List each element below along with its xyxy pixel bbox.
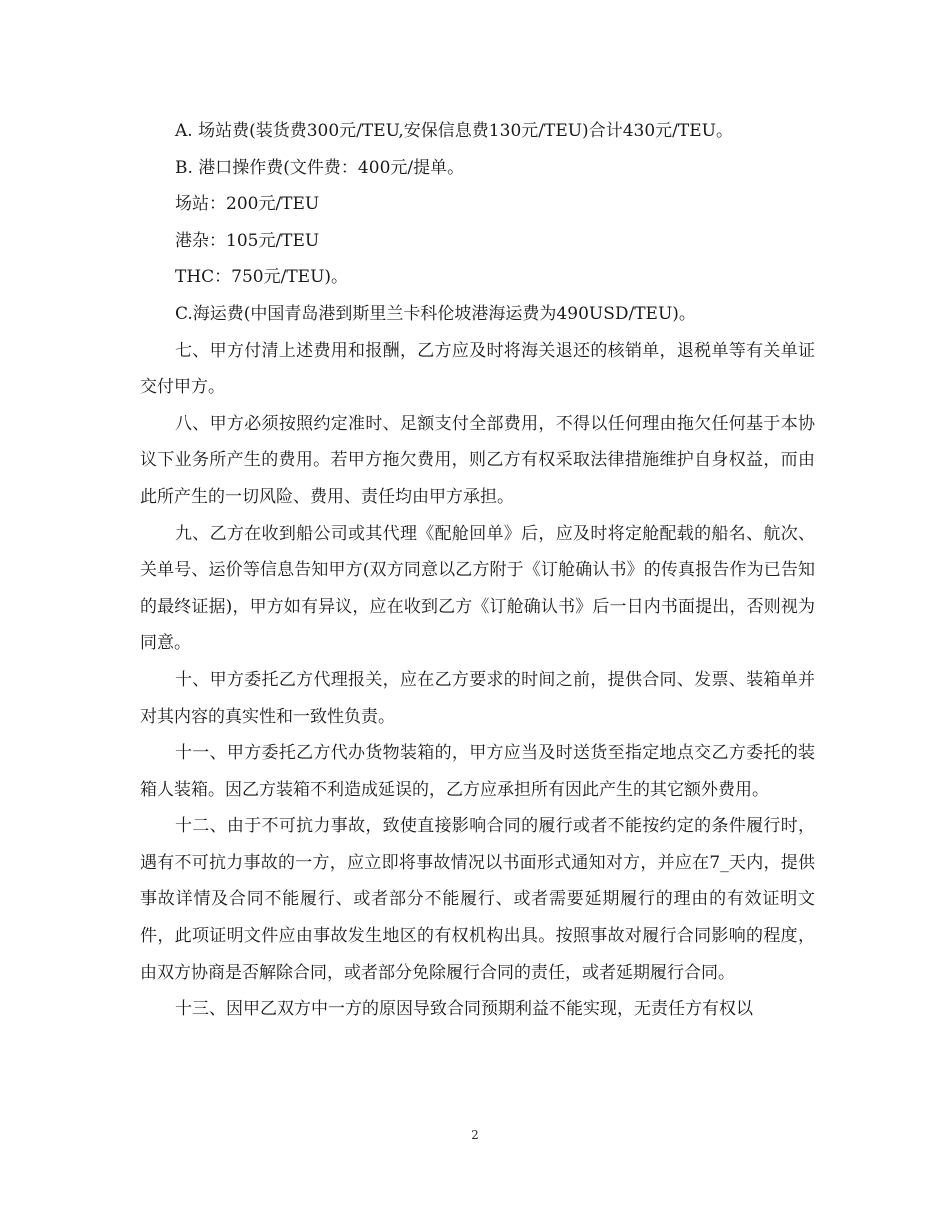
clause-11: 十一、甲方委托乙方代办货物装箱的，甲方应当及时送货至指定地点交乙方委托的装箱人装箱。因乙方装箱不利造成延误的，乙方应承担所有因此产生的其它额外费用。 [140,743,815,800]
fee-thc: THC：750元/TEU)。 [175,267,349,288]
clause-7: 七、甲方付清上述费用和报酬，乙方应及时将海关退还的核销单，退税单等有关单证交付甲方。 [140,340,815,398]
fee-port-misc: 港杂：105元/TEU [175,230,320,251]
clause-8: 八、甲方必须按照约定准时、足额支付全部费用，不得以任何理由拖欠任何基于本协议下业务所产生的费用。若甲方拖欠费用，则乙方有权采取法律措施维护自身权益，而由此所产生的一切风险、费用、责任均由甲方承担。 [140,413,815,507]
fee-item-b: B. 港口操作费(文件费：400元/提单。 [175,157,465,178]
clause-9: 九、乙方在收到船公司或其代理《配舱回单》后，应及时将定舱配载的船名、航次、关单号、运价等信息告知甲方(双方同意以乙方附于《订舱确认书》的传真报告作为已告知的最终证据)，甲方如有异议，应在收到乙方《订舱确认书》后一日内书面提出，否则视为同意。 [140,523,815,654]
fee-item-c: C.海运费(中国青岛港到斯里兰卡科伦坡港海运费为490USD/TEU)。 [175,303,696,324]
fee-station: 场站：200元/TEU [175,194,320,215]
document-body [140,113,815,1028]
clause-13: 十三、因甲乙双方中一方的原因导致合同预期利益不能实现，无责任方有权以 [175,999,753,1020]
page-number: 2 [471,1128,479,1142]
fee-item-a: A. 场站费(装货费300元/TEU,安保信息费130元/TEU)合计430元/TEU。 [175,121,733,141]
clause-10: 十、甲方委托乙方代理报关，应在乙方要求的时间之前，提供合同、发票、装箱单并对其内容的真实性和一致性负责。 [140,669,815,727]
clause-12: 十二、由于不可抗力事故，致使直接影响合同的履行或者不能按约定的条件履行时，遇有不可抗力事故的一方，应立即将事故情况以书面形式通知对方，并应在7_天内，提供事故详情及合同不能履行、或者部分不能履行、或者需要延期履行的理由的有效证明文件，此项证明文件应由事故发生地区的有权机构出具。按照事故对履行合同影响的程度，由双方协商是否解除合同，或者部分免除履行合同的责任，或者延期履行合同。 [140,816,815,983]
